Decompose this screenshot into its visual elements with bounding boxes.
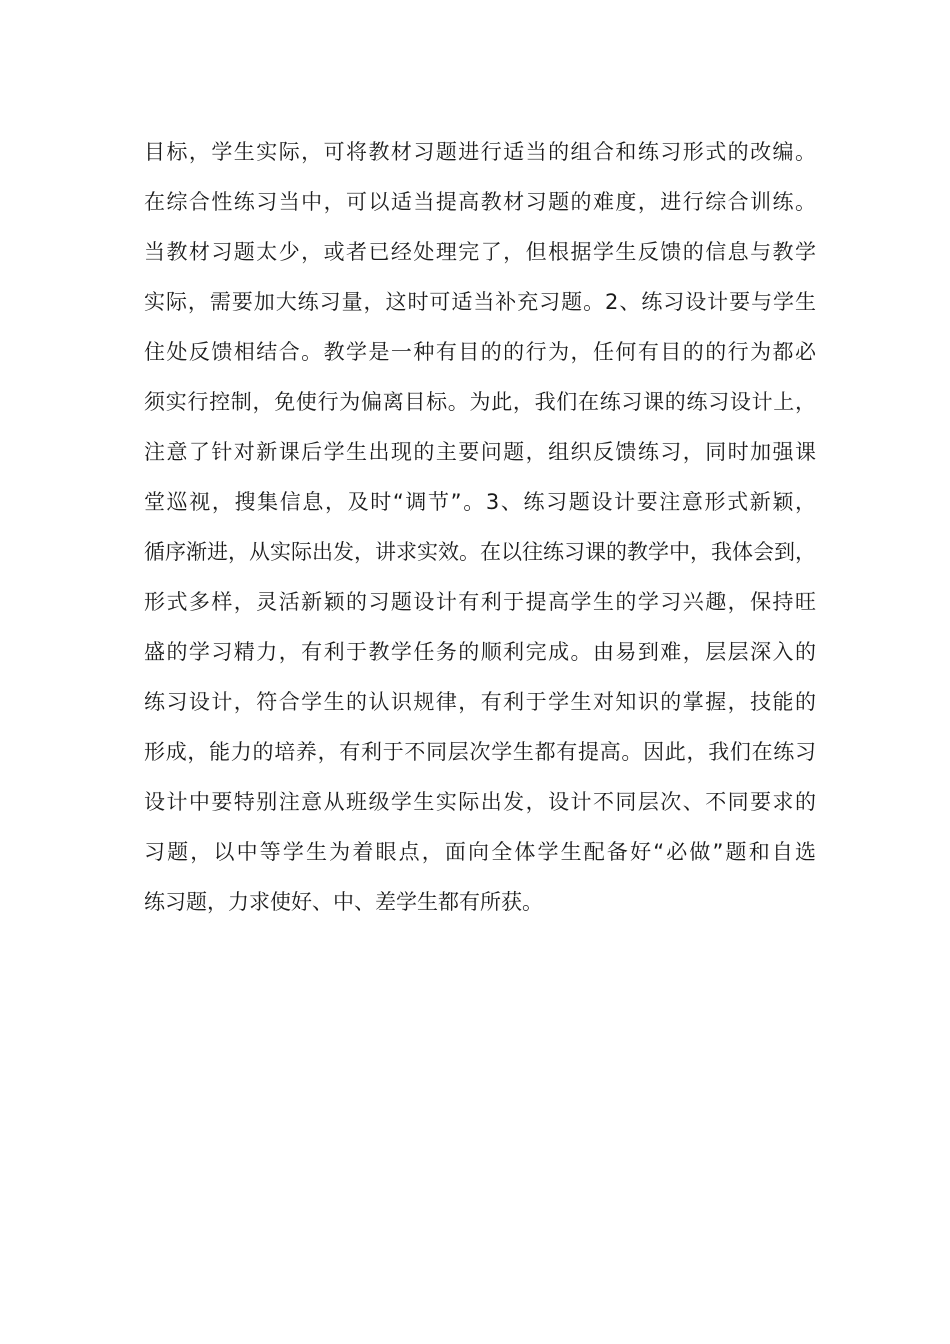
text-line-4: 实际，需要加大练习量，这时可适当补充习题。2、练习设计要与学生 bbox=[144, 290, 816, 314]
text-line-11: 盛的学习精力，有利于教学任务的顺利完成。由易到难，层层深入的 bbox=[144, 640, 816, 664]
text-line-3: 当教材习题太少，或者已经处理完了，但根据学生反馈的信息与教学 bbox=[144, 240, 816, 264]
body-paragraph bbox=[144, 127, 816, 927]
text-line-16: 练习题，力求使好、中、差学生都有所获。 bbox=[144, 890, 543, 914]
text-line-8: 堂巡视，搜集信息，及时“调节”。3、练习题设计要注意形式新颖， bbox=[144, 490, 816, 514]
text-line-12: 练习设计，符合学生的认识规律，有利于学生对知识的掌握，技能的 bbox=[144, 690, 816, 714]
text-line-13: 形成，能力的培养，有利于不同层次学生都有提高。因此，我们在练习 bbox=[144, 740, 816, 764]
text-line-10: 形式多样，灵活新颖的习题设计有利于提高学生的学习兴趣，保持旺 bbox=[144, 590, 816, 614]
text-line-14: 设计中要特别注意从班级学生实际出发，设计不同层次、不同要求的 bbox=[144, 790, 816, 814]
text-line-2: 在综合性练习当中，可以适当提高教材习题的难度，进行综合训练。 bbox=[144, 190, 816, 214]
text-line-15: 习题，以中等学生为着眼点，面向全体学生配备好“必做”题和自选 bbox=[144, 840, 816, 864]
text-line-1: 目标，学生实际，可将教材习题进行适当的组合和练习形式的改编。 bbox=[144, 140, 816, 164]
text-line-7: 注意了针对新课后学生出现的主要问题，组织反馈练习，同时加强课 bbox=[144, 440, 816, 464]
text-line-9: 循序渐进，从实际出发，讲求实效。在以往练习课的教学中，我体会到， bbox=[144, 540, 816, 564]
text-line-5: 住处反馈相结合。教学是一种有目的的行为，任何有目的的行为都必 bbox=[144, 340, 816, 364]
text-line-6: 须实行控制，免使行为偏离目标。为此，我们在练习课的练习设计上， bbox=[144, 390, 816, 414]
